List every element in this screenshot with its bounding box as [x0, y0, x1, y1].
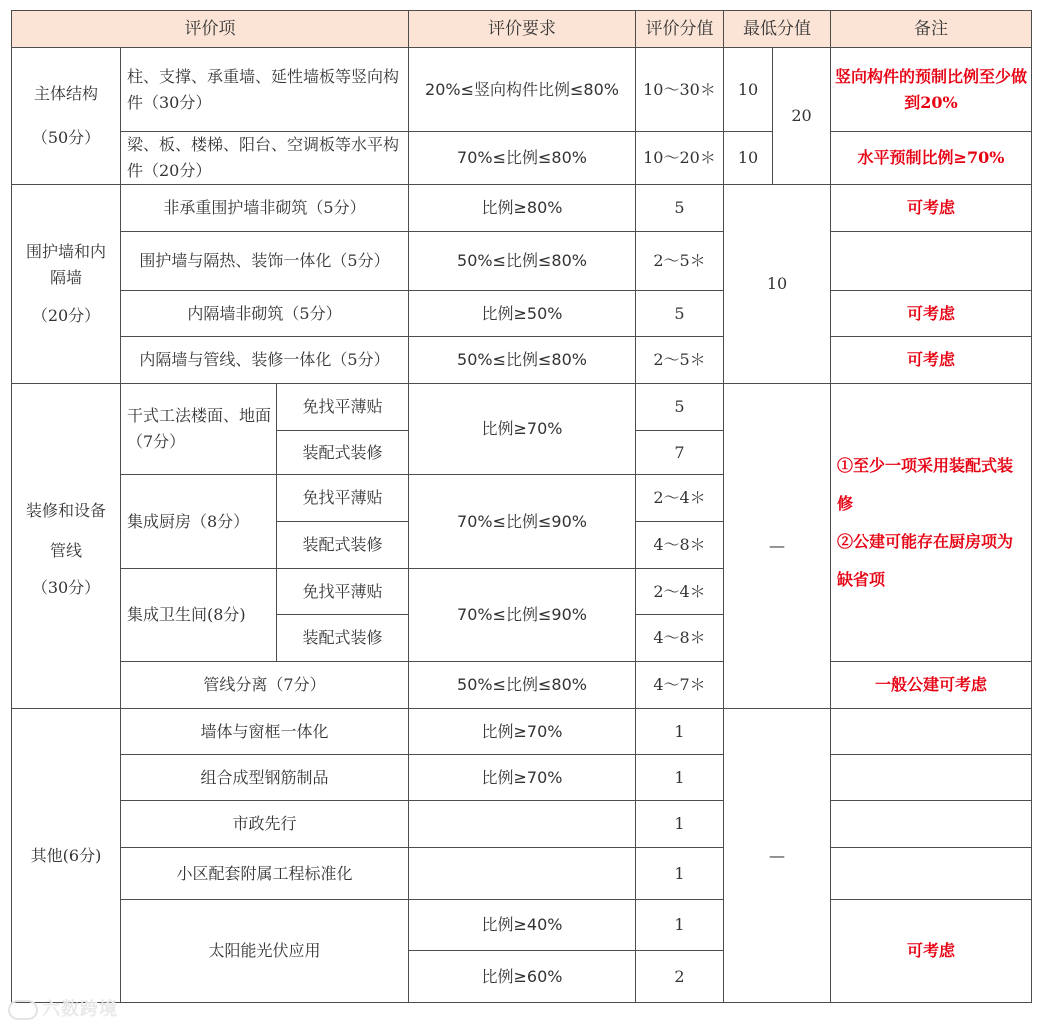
score-cell: 1	[636, 709, 724, 755]
requirement-cell: 比例≥80%	[409, 185, 636, 232]
requirement-cell: 70%≤比例≤80%	[409, 132, 636, 185]
requirement-cell: 比例≥70%	[409, 384, 636, 475]
table-row	[12, 709, 1032, 755]
score-cell: 2～5＊	[636, 232, 724, 291]
table-row	[12, 185, 1032, 232]
score-cell: 2～5＊	[636, 337, 724, 384]
score-cell: 4～7＊	[636, 662, 724, 709]
table-row	[12, 900, 1032, 951]
score-cell: 2	[636, 951, 724, 1003]
watermark-logo-icon	[8, 1000, 38, 1020]
requirement-cell: 20%≤竖向构件比例≤80%	[409, 48, 636, 132]
item-cell: 非承重围护墙非砌筑（5分）	[121, 185, 409, 232]
header-item: 评价项	[12, 11, 409, 48]
requirement-cell: 70%≤比例≤90%	[409, 569, 636, 662]
remark-cell: 可考虑	[831, 185, 1032, 232]
sub-item-cell: 装配式装修	[277, 615, 409, 662]
table-row	[12, 662, 1032, 709]
category-others: 其他(6分)	[12, 709, 121, 1003]
item-cell: 内隔墙非砌筑（5分）	[121, 291, 409, 337]
remark-line: ①至少一项采用装配式装修	[837, 455, 1014, 513]
category-label: 围护墙和内隔墙	[25, 242, 106, 287]
sub-item-cell: 装配式装修	[277, 431, 409, 475]
item-cell: 组合成型钢筋制品	[121, 755, 409, 801]
remark-cell: 竖向构件的预制比例至少做到20%	[831, 48, 1032, 132]
requirement-cell: 比例≥40%	[409, 900, 636, 951]
requirement-cell: 50%≤比例≤80%	[409, 337, 636, 384]
evaluation-table	[11, 10, 1032, 1003]
header-requirement: 评价要求	[409, 11, 636, 48]
item-cell: 干式工法楼面、地面（7分）	[121, 384, 277, 475]
table-row	[12, 848, 1032, 900]
table-row	[12, 755, 1032, 801]
item-cell: 集成卫生间(8分)	[121, 569, 277, 662]
category-decoration	[12, 384, 121, 709]
table-row	[12, 132, 1032, 185]
requirement-cell	[409, 801, 636, 848]
score-cell: 1	[636, 900, 724, 951]
item-cell: 梁、板、楼梯、阳台、空调板等水平构件（20分）	[121, 132, 409, 185]
table-row	[12, 384, 1032, 431]
remark-cell	[831, 384, 1032, 662]
remark-cell: 可考虑	[831, 291, 1032, 337]
requirement-cell: 比例≥70%	[409, 755, 636, 801]
score-cell: 2～4＊	[636, 569, 724, 615]
header-min-score: 最低分值	[724, 11, 831, 48]
min-cell: 10	[724, 48, 773, 132]
remark-cell	[831, 848, 1032, 900]
remark-cell: 水平预制比例≥70%	[831, 132, 1032, 185]
remark-cell	[831, 801, 1032, 848]
table-row	[12, 48, 1032, 132]
requirement-cell	[409, 848, 636, 900]
min-cell: 10	[724, 185, 831, 384]
min-cell: —	[724, 709, 831, 1003]
category-label: 装修和设备管线	[25, 501, 106, 560]
item-cell: 小区配套附属工程标准化	[121, 848, 409, 900]
watermark	[8, 995, 118, 1021]
score-cell: 1	[636, 801, 724, 848]
requirement-cell: 比例≥70%	[409, 709, 636, 755]
requirement-cell: 比例≥60%	[409, 951, 636, 1003]
score-cell: 4～8＊	[636, 615, 724, 662]
table-row	[12, 232, 1032, 291]
remark-cell: 一般公建可考虑	[831, 662, 1032, 709]
score-cell: 2～4＊	[636, 475, 724, 522]
score-cell: 5	[636, 185, 724, 232]
item-cell: 集成厨房（8分）	[121, 475, 277, 569]
item-cell: 柱、支撑、承重墙、延性墙板等竖向构件（30分）	[121, 48, 409, 132]
category-score: （20分）	[31, 306, 101, 325]
header-remark: 备注	[831, 11, 1032, 48]
score-cell: 10～30＊	[636, 48, 724, 132]
min-cell: —	[724, 384, 831, 709]
item-cell: 市政先行	[121, 801, 409, 848]
header-row	[12, 11, 1032, 48]
requirement-cell: 70%≤比例≤90%	[409, 475, 636, 569]
score-cell: 1	[636, 755, 724, 801]
table-row	[12, 337, 1032, 384]
score-cell: 1	[636, 848, 724, 900]
remark-line: ②公建可能存在厨房项为缺省项	[837, 531, 1014, 589]
remark-cell: 可考虑	[831, 337, 1032, 384]
header-score: 评价分值	[636, 11, 724, 48]
sub-item-cell: 免找平薄贴	[277, 475, 409, 522]
table-row	[12, 291, 1032, 337]
min-cell: 10	[724, 132, 773, 185]
item-cell: 管线分离（7分）	[121, 662, 409, 709]
remark-cell	[831, 755, 1032, 801]
score-cell: 5	[636, 384, 724, 431]
sub-item-cell: 装配式装修	[277, 522, 409, 569]
item-cell: 围护墙与隔热、装饰一体化（5分）	[121, 232, 409, 291]
requirement-cell: 比例≥50%	[409, 291, 636, 337]
category-label: 主体结构	[33, 84, 98, 103]
remark-cell	[831, 709, 1032, 755]
requirement-cell: 50%≤比例≤80%	[409, 662, 636, 709]
sub-item-cell: 免找平薄贴	[277, 384, 409, 431]
category-enclosure	[12, 185, 121, 384]
sub-item-cell: 免找平薄贴	[277, 569, 409, 615]
remark-cell	[831, 232, 1032, 291]
category-score: （50分）	[31, 128, 101, 147]
item-cell: 太阳能光伏应用	[121, 900, 409, 1003]
requirement-cell: 50%≤比例≤80%	[409, 232, 636, 291]
score-cell: 4～8＊	[636, 522, 724, 569]
category-main-structure	[12, 48, 121, 185]
category-score: （30分）	[31, 578, 101, 597]
watermark-text: 六数跨境	[42, 999, 118, 1020]
min-group-cell: 20	[773, 48, 831, 185]
score-cell: 5	[636, 291, 724, 337]
item-cell: 内隔墙与管线、装修一体化（5分）	[121, 337, 409, 384]
score-cell: 10～20＊	[636, 132, 724, 185]
item-cell: 墙体与窗框一体化	[121, 709, 409, 755]
remark-cell: 可考虑	[831, 900, 1032, 1003]
table-row	[12, 801, 1032, 848]
score-cell: 7	[636, 431, 724, 475]
